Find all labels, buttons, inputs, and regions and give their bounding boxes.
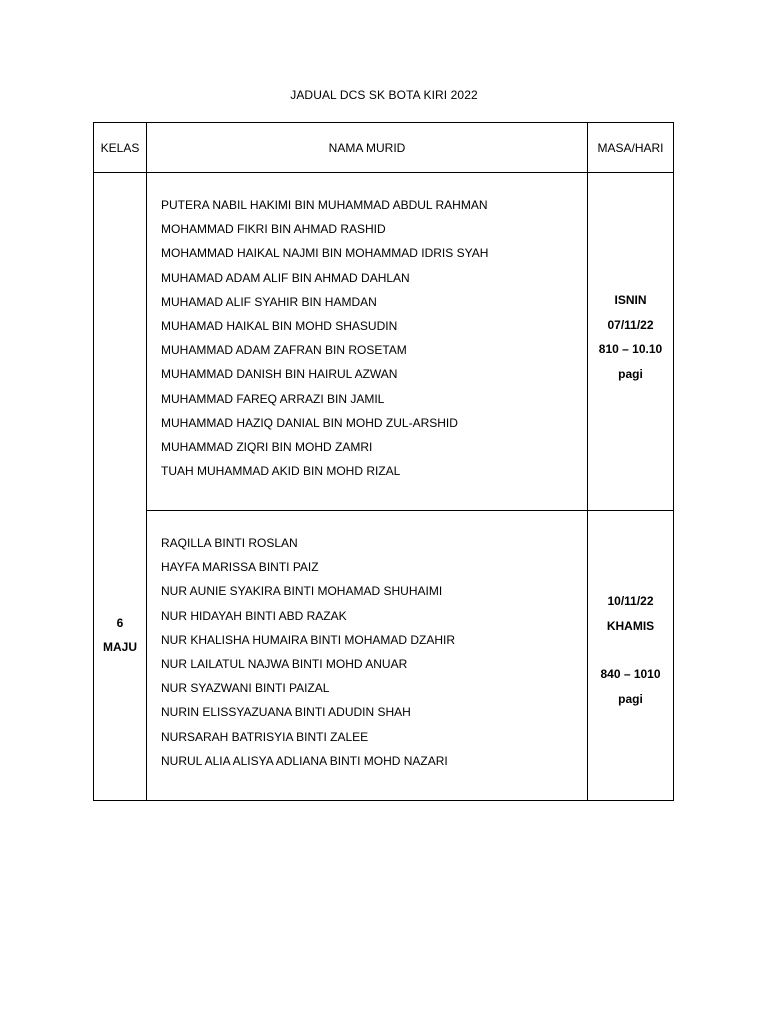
header-kelas: KELAS: [94, 123, 147, 173]
schedule-time: 840 – 1010: [600, 667, 661, 681]
schedule-cell: [588, 511, 674, 801]
list-item: MUHAMAD HAIKAL BIN MOHD SHASUDIN: [161, 318, 398, 333]
list-item: HAYFA MARISSA BINTI PAIZ: [161, 560, 319, 575]
list-item: NUR AUNIE SYAKIRA BINTI MOHAMAD SHUHAIMI: [161, 584, 443, 599]
schedule-period: pagi: [618, 366, 643, 381]
kelas-name: MAJU: [102, 639, 137, 654]
list-item: NURUL ALIA ALISYA ADLIANA BINTI MOHD NAZARI: [161, 753, 448, 768]
schedule-time: 810 – 10.10: [598, 342, 663, 356]
list-item: MOHAMMAD FIKRI BIN AHMAD RASHID: [161, 222, 386, 237]
list-item: MOHAMMAD HAIKAL NAJMI BIN MOHAMMAD IDRIS SYAH: [161, 246, 489, 261]
table-header-row: [94, 123, 674, 173]
schedule-period: pagi: [618, 691, 643, 706]
list-item: NURIN ELISSYAZUANA BINTI ADUDIN SHAH: [161, 705, 411, 720]
list-item: MUHAMMAD DANISH BIN HAIRUL AZWAN: [161, 367, 398, 382]
list-item: NUR LAILATUL NAJWA BINTI MOHD ANUAR: [161, 656, 408, 671]
schedule-table: [93, 122, 674, 801]
kelas-number: 6: [116, 615, 124, 630]
schedule-day: KHAMIS: [606, 618, 655, 633]
schedule-cell: [588, 173, 674, 511]
student-list-cell: [147, 511, 588, 801]
table-row: [94, 511, 674, 801]
student-list: [147, 173, 587, 483]
list-item: NURSARAH BATRISYIA BINTI ZALEE: [161, 729, 369, 744]
schedule-date: 07/11/22: [607, 317, 654, 332]
list-item: RAQILLA BINTI ROSLAN: [161, 536, 298, 550]
student-list: [147, 511, 587, 773]
list-item: MUHAMMAD ZIQRI BIN MOHD ZAMRI: [161, 439, 373, 454]
schedule-date: 10/11/22: [607, 594, 654, 608]
list-item: NUR KHALISHA HUMAIRA BINTI MOHAMAD DZAHIR: [161, 632, 456, 647]
document-title: JADUAL DCS SK BOTA KIRI 2022: [290, 88, 478, 102]
list-item: NUR SYAZWANI BINTI PAIZAL: [161, 681, 330, 696]
table-row: [94, 173, 674, 511]
student-list-cell: [147, 173, 588, 511]
list-item: MUHAMMAD HAZIQ DANIAL BIN MOHD ZUL-ARSHID: [161, 415, 458, 430]
list-item: PUTERA NABIL HAKIMI BIN MUHAMMAD ABDUL RAHMAN: [161, 198, 488, 212]
list-item: MUHAMAD ALIF SYAHIR BIN HAMDAN: [161, 294, 377, 309]
list-item: MUHAMMAD ADAM ZAFRAN BIN ROSETAM: [161, 343, 407, 358]
list-item: MUHAMMAD FAREQ ARRAZI BIN JAMIL: [161, 391, 385, 406]
header-nama-murid: NAMA MURID: [147, 123, 588, 173]
list-item: MUHAMAD ADAM ALIF BIN AHMAD DAHLAN: [161, 270, 410, 285]
kelas-cell: [94, 173, 147, 801]
list-item: TUAH MUHAMMAD AKID BIN MOHD RIZAL: [161, 464, 401, 479]
list-item: NUR HIDAYAH BINTI ABD RAZAK: [161, 608, 347, 623]
schedule-day: ISNIN: [614, 293, 647, 307]
header-masa-hari: MASA/HARI: [588, 123, 674, 173]
